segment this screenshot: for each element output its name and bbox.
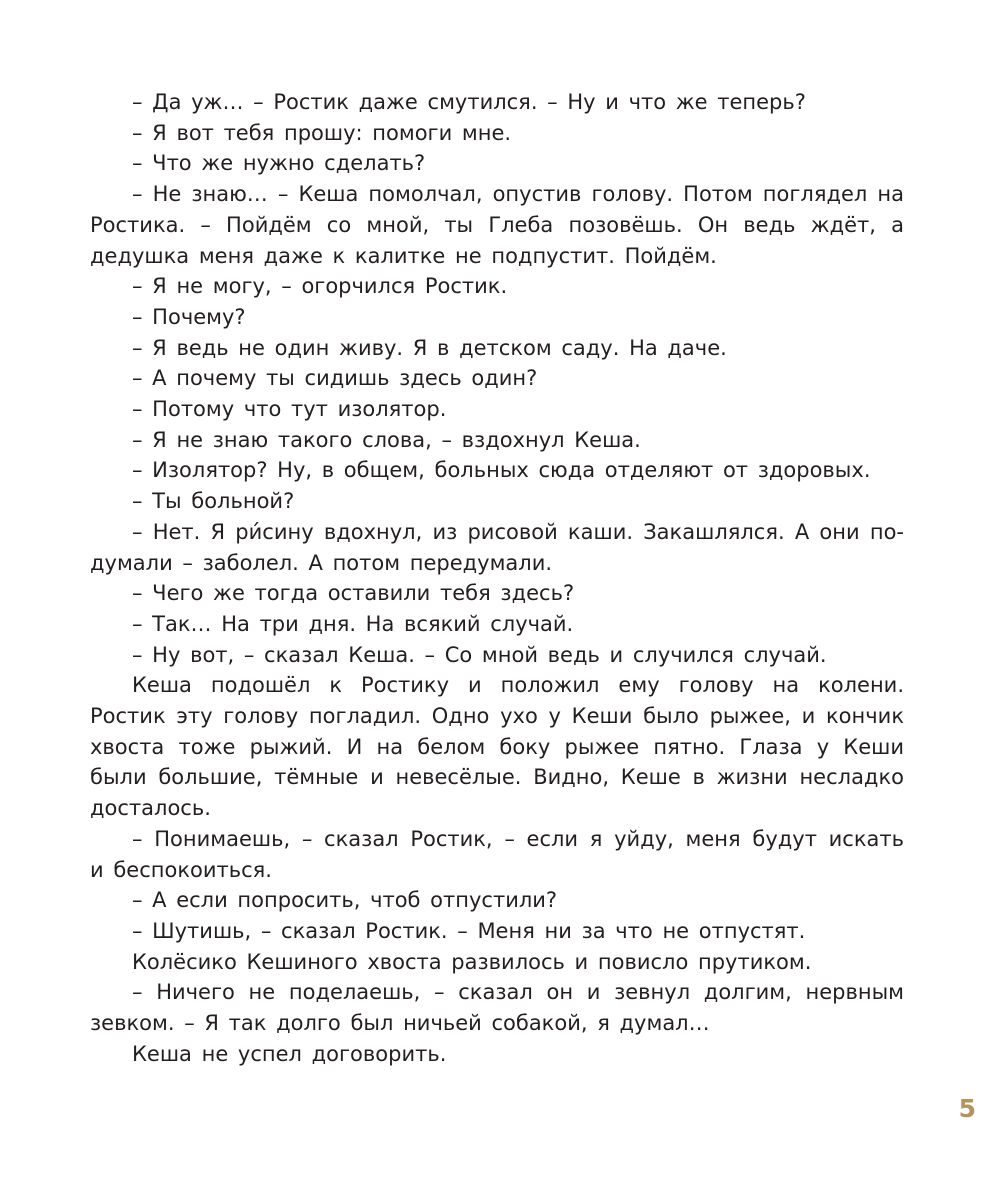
paragraph: – Чего же тогда оставили тебя здесь? [132,581,575,606]
paragraph: – Понимаешь, – сказал Ростик, – если я уйду, меня будут искать и беспокоиться. [90,826,904,882]
paragraph: – Что же нужно сделать? [132,151,426,176]
paragraph: – Потому что тут изолятор. [132,397,447,422]
paragraph: – Ты больной? [132,489,295,514]
paragraph: – Я вот тебя прошу: помоги мне. [132,120,512,145]
paragraph: – Так… На три дня. На всякий случай. [132,611,574,636]
paragraph: Кеша подошёл к Ростику и положил ему голову на колени. Ростик эту голову погладил. Одно ухо у Кеши было рыжее, и кончик хвоста тоже рыжий. И на белом боку рыжее пятно. Глаза у Кеши были большие, тёмные и невесёлые. Видно, Кеше в жизни несладко досталось. [90,673,904,821]
paragraph: – Почему? [132,304,246,329]
paragraph: Колёсико Кешиного хвоста развилось и повисло прутиком. [132,949,812,974]
paragraph: – Да уж… – Ростик даже смутился. – Ну и что же теперь? [132,90,806,114]
page-number: 5 [958,1094,976,1123]
paragraph: – Не знаю… – Кеша помолчал, опустив голову. Потом поглядел на Ростика. – Пойдём со мной, ты Глеба позовёшь. Он ведь ждёт, а дедушка меня даже к калитке не подпустит. Пойдём. [90,182,904,268]
paragraph: – Я не могу, – огорчился Ростик. [132,274,508,299]
paragraph: – Изолятор? Ну, в общем, больных сюда отделяют от здоровых. [132,458,871,483]
paragraph: – Ну вот, – сказал Кеша. – Со мной ведь и случился случай. [132,642,827,667]
paragraph: – Я ведь не один живу. Я в детском саду. На даче. [132,335,727,360]
paragraph: – А если попросить, чтоб отпустили? [132,888,558,913]
paragraph: – Нет. Я ри́сину вдохнул, из рисовой каши. Закашлялся. А они подумали – заболел. А потом передумали. [90,519,904,575]
paragraph: – Ничего не поделаешь, – сказал он и зевнул долгим, нервным зевком. – Я так долго был ничьей собакой, я думал… [90,980,904,1036]
paragraph: – А почему ты сидишь здесь один? [132,366,538,391]
body-text [90,87,904,1070]
paragraph: – Шутишь, – сказал Ростик. – Меня ни за что не отпустят. [132,918,806,943]
paragraph: Кеша не успел договорить. [132,1041,447,1066]
paragraph: – Я не знаю такого слова, – вздохнул Кеша. [132,427,641,452]
